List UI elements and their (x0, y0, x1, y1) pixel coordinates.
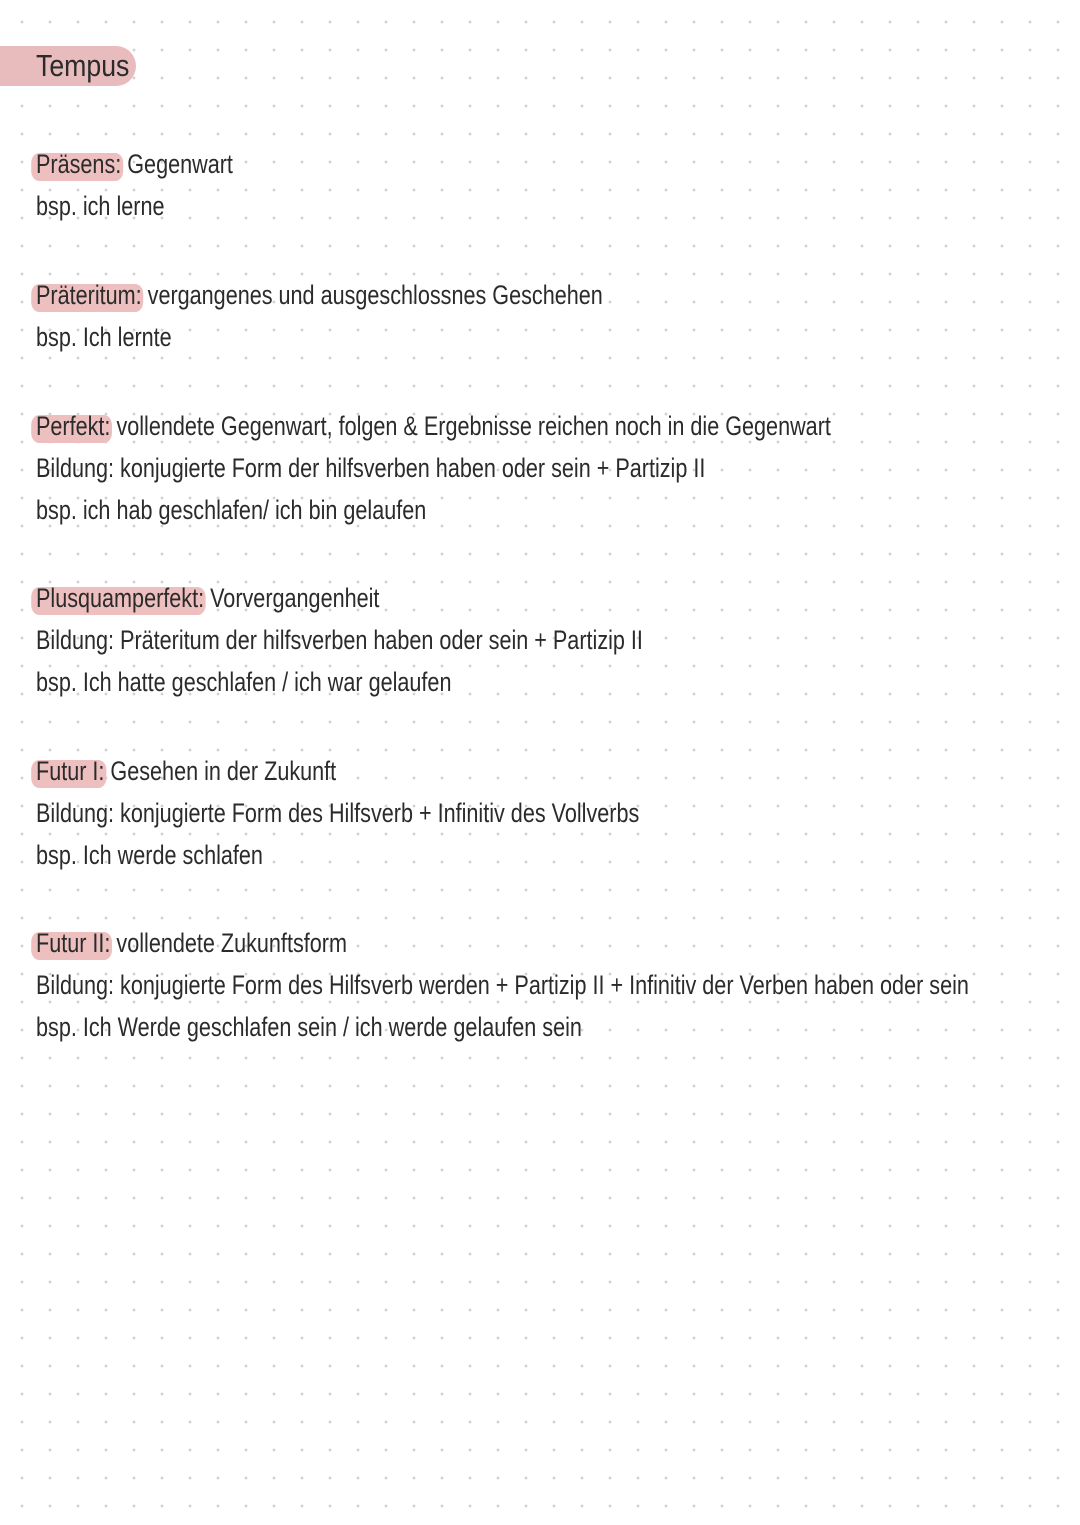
formation-line: Bildung: konjugierte Form des Hilfsverb + Infinitiv des Vollverbs (36, 798, 640, 828)
tense-definition: vergangenes und ausgeschlossnes Geschehen (141, 280, 603, 310)
tense-definition: Vorvergangenheit (204, 583, 380, 613)
example-line: bsp. Ich werde schlafen (36, 840, 263, 870)
tense-definition: Gegenwart (121, 149, 233, 179)
tense-section-praeteritum (36, 274, 744, 358)
tense-heading (36, 143, 233, 185)
tense-section-futur-2 (36, 922, 1080, 1048)
example-line: bsp. ich lerne (36, 191, 165, 221)
example-line: bsp. Ich Werde geschlafen sein / ich werde gelaufen sein (36, 1012, 582, 1042)
example-line: bsp. Ich hatte geschlafen / ich war gelaufen (36, 667, 452, 697)
tense-section-plusquamperfekt (36, 577, 795, 703)
formation-line: Bildung: konjugierte Form der hilfsverben haben oder sein + Partizip II (36, 453, 706, 483)
tense-term: Präteritum: (36, 274, 142, 316)
example-line: bsp. ich hab geschlafen/ ich bin gelaufen (36, 495, 427, 525)
tense-heading (36, 750, 639, 792)
tense-heading (36, 405, 831, 447)
tense-definition: vollendete Zukunftsform (110, 928, 347, 958)
tense-heading (36, 922, 969, 964)
tense-term: Plusquamperfekt: (36, 577, 204, 619)
tense-term: Futur II: (36, 922, 110, 964)
title-highlight (0, 46, 136, 86)
tense-section-perfekt (36, 405, 1030, 531)
page-title: Tempus (36, 48, 130, 83)
tense-term: Präsens: (36, 143, 121, 185)
example-line: bsp. Ich lernte (36, 322, 172, 352)
formation-line: Bildung: Präteritum der hilfsverben haben oder sein + Partizip II (36, 625, 643, 655)
tense-section-futur-1 (36, 750, 790, 876)
tense-definition: Gesehen in der Zukunft (104, 756, 337, 786)
tense-definition: vollendete Gegenwart, folgen & Ergebnisse reichen noch in die Gegenwart (110, 411, 831, 441)
tense-section-praesens (36, 143, 282, 227)
tense-heading (36, 577, 643, 619)
tense-term: Perfekt: (36, 405, 110, 447)
formation-line: Bildung: konjugierte Form des Hilfsverb werden + Partizip II + Infinitiv der Verben haben oder sein (36, 970, 969, 1000)
tense-heading (36, 274, 603, 316)
tense-term: Futur I: (36, 750, 104, 792)
